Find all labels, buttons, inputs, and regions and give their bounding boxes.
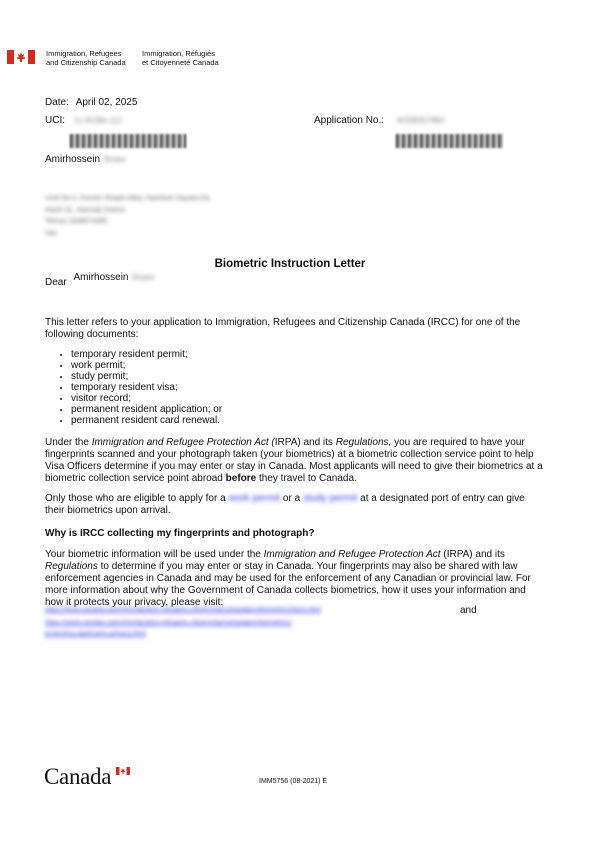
recipient-name: Amirhossein Shater: [45, 154, 127, 165]
biometrics-use-paragraph: Your biometric information will be used under the Immigration and Refugee Protection Act (IRPA) and its Regulations to determine if you may enter or stay in Canada. Your fingerprints may also be shared with law enforcement agencies in Canada and may be used for the enforcement of any Canadian or provincial law. For more information about why the Government of Canada collects biometrics, how it uses your information and how it protects your privacy, please visit:: [45, 549, 531, 608]
date-row: [45, 97, 137, 109]
list-item: • permanent resident card renewal.: [71, 415, 345, 426]
recipient-address: Unitt No.2, Doostri Shaqhi Alley, Hashtom Square,Da Hashi St., Narmak District Tehran 1648874385 Iran: [45, 195, 210, 237]
application-number-value: W308357882: [396, 116, 445, 125]
study-permit-link[interactable]: study permit: [302, 493, 358, 504]
eligibility-paragraph: Only those who are eligible to apply for a work permit or a study permit at a designated port of entry can give their biometrics upon arrival.: [45, 493, 525, 516]
salutation: Dear Amirhossein Shater: [45, 272, 155, 288]
work-permit-link[interactable]: work permit: [228, 493, 281, 504]
date-value: April 02, 2025: [75, 97, 138, 108]
and-text: and: [460, 605, 477, 616]
canada-wordmark: Canada: [44, 764, 111, 790]
canada-flag-icon: [7, 50, 35, 64]
list-item: • permanent resident application; or: [71, 404, 345, 415]
irpa-paragraph: Under the Immigration and Refugee Protection Act (IRPA) and its Regulations, you are required to have your fingerprints scanned and your photograph taken (your biometrics) at a biometric collection service point to help Visa Officers determine if you may enter or stay in Canada. Most applicants will need to give their biometrics at a biometric collection service point abroad before they travel to Canada.: [45, 437, 543, 484]
intro-paragraph: This letter refers to your application to Immigration, Refugees and Citizenship Canada (IRCC) for one of the following documents:: [45, 317, 521, 340]
uci-row: [45, 115, 122, 127]
list-item: • temporary resident visa;: [71, 382, 345, 393]
uci-label: UCI:: [45, 115, 65, 126]
application-barcode: [396, 134, 503, 148]
privacy-link[interactable]: https://www.canada.ca/en/immigration-refugees-citizenship/campaigns/biometrics/ protecting-applicants-privacy.html: [45, 619, 292, 637]
uci-barcode: [70, 134, 187, 148]
department-name-fr: Immigration, Réfugiés et Citoyenneté Canada: [142, 49, 219, 67]
application-number-label: Application No.:: [314, 115, 385, 126]
letter-title: Biometric Instruction Letter: [214, 258, 366, 270]
application-number-row: [314, 115, 444, 127]
section-heading: Why is IRCC collecting my fingerprints and photograph?: [45, 528, 315, 539]
list-item: • work permit;: [71, 360, 345, 371]
form-code: IMM5756 (08-2021) E: [259, 778, 328, 785]
list-item: • study permit;: [71, 371, 345, 382]
wordmark-flag-icon: [116, 762, 130, 770]
uci-value: 11-6538e-112: [73, 116, 123, 125]
department-name-en: Immigration, Refugees and Citizenship Canada: [46, 49, 126, 67]
list-item: • visitor record;: [71, 393, 345, 404]
date-label: Date:: [45, 97, 69, 108]
list-item: • temporary resident permit;: [71, 349, 345, 360]
biometrics-facts-link[interactable]: https://www.canada.ca/en/immigration-refugees-citizenship/campaigns/biometrics/facts.html: [45, 606, 321, 613]
document-list: [45, 349, 345, 426]
